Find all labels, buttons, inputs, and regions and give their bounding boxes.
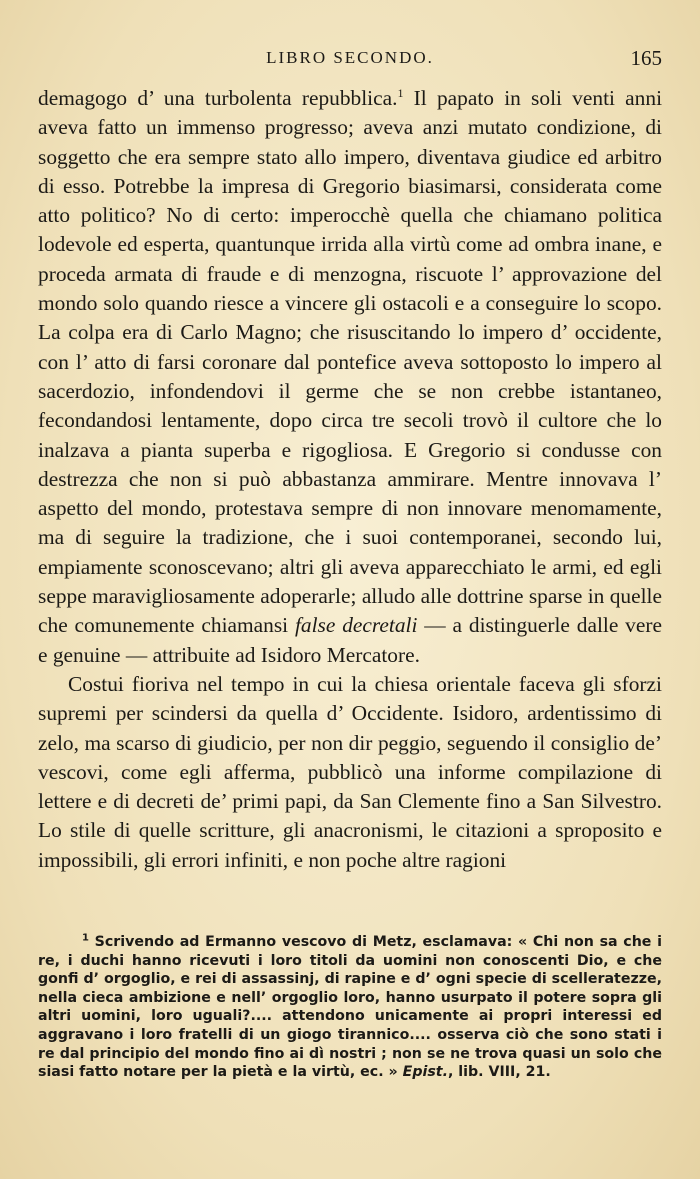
running-title: LIBRO SECONDO. [266,48,434,67]
footnote-1 [38,933,662,1082]
paragraph-1-start: demagogo d’ una turbolenta repubblica. [38,86,398,110]
paragraph-2: Costui fioriva nel tempo in cui la chiesa orientale faceva gli sforzi supremi per scindersi da quella d’ Occidente. Isidoro, ardentissimo di zelo, ma scarso di giudicio, per non dir peggio, seguendo il consiglio de’ vescovi, come egli afferma, pubblicò una informe compilazione di lettere e di decreti de’ primi papi, da San Clemente fino a San Silvestro. Lo stile di quelle scritture, gli anacronismi, le citazioni a sproposito e impossibili, gli errori infiniti, e non poche altre ragioni [38,671,662,872]
footnote-text: Scrivendo ad Ermanno vescovo di Metz, esclamava: « Chi non sa che i re, i duchi hanno ricevuti i loro titoli da uomini non conoscenti Dio, e che gonfi d’ orgoglio, e rei di assassinj, di rapine e d’ ogni specie di scelleratezze, nella cieca ambizione e nell’ orgoglio loro, hanno usurpato il potere sopra gli altri uomini, loro uguali?.... attendono unicamente ai propri interessi ed aggravano i loro fratelli di un giogo tirannico.... osserva ciò che sono stati i re dal principio del mondo fino ai dì nostri ; non se ne trova quasi un solo che siasi fatto notare per la pietà e la virtù, ec. » [38,934,662,1081]
footnote-source: , lib. VIII, 21. [447,1064,551,1081]
paragraph-1 [38,84,662,670]
running-head [38,48,662,76]
page-number: 165 [630,46,662,70]
footnotes [38,933,662,1082]
footnote-reference: 1 [397,85,404,100]
italic-term: false decretali [294,613,418,638]
paragraph-1-end: — a distinguerle dalle vere e genuine — attribuite ad Isidoro Mercatore. [38,613,662,667]
footnote-mark: 1 [82,932,89,944]
footnote-source-italic: Epist. [402,1064,448,1081]
paragraph-1-body: Il papato in soli venti anni aveva fatto un immenso progresso; aveva anzi mutato condizione, di soggetto che era sempre stato allo impero, diventava giudice ed arbitro di esso. Potrebbe la impresa di Gregorio biasimarsi, considerata come atto politico? No di certo: imperocchè quella che chiamano politica lodevole ed esperta, quantunque irrida alla virtù come ad ombra inane, e proceda armata di fraude e di menzogna, riscuote l’ approvazione del mondo solo quando riesce a vincere gli ostacoli e a conseguire lo scopo. La colpa era di Carlo Magno; che risuscitando lo impero d’ occidente, con l’ atto di farsi coronare dal pontefice aveva sottoposto lo impero al sacerdozio, infondendovi il germe che se non crebbe istantaneo, fecondandosi lentamente, dopo circa tre secoli trovò il cultore che lo inalzava a pianta superba e rigogliosa. E Gregorio si condusse con destrezza che non si può abbastanza ammirare. Mentre innovava l’ aspetto del mondo, protestava sempre di non innovare menomamente, ma di seguire la tradizione, che i suoi contemporanei, secondo lui, empiamente sconoscevano; altri gli aveva apparecchiato le armi, ed egli seppe maravigliosamente adoperarle; alludo alle dottrine sparse in quelle che comunemente chiamansi [38,86,663,638]
main-text [38,84,662,875]
